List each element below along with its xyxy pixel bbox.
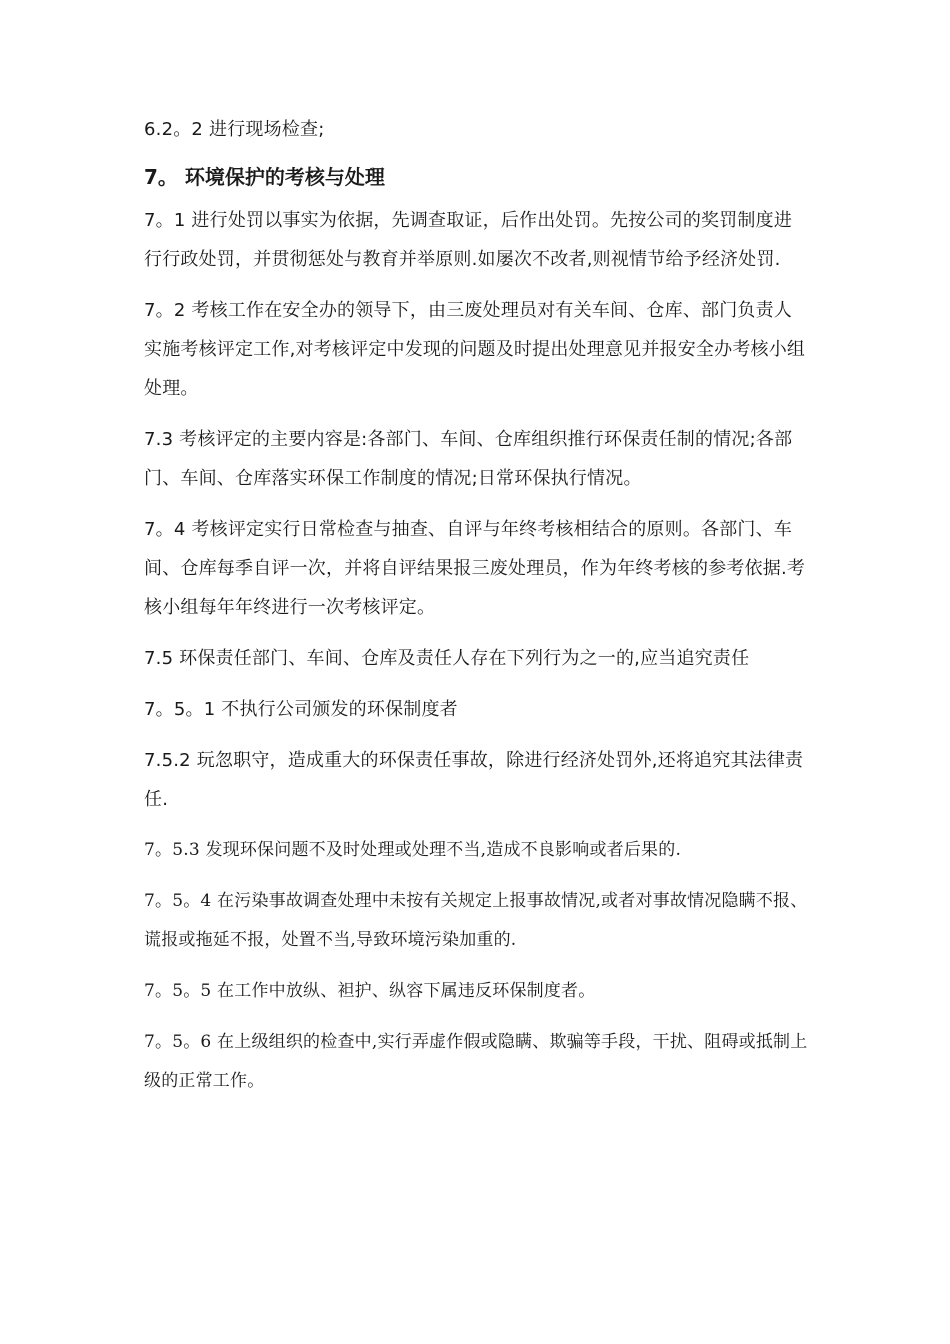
paragraph-7-5-5: 7。5。5 在工作中放纵、袒护、纵容下属违反环保制度者。 <box>144 981 596 1001</box>
paragraph-7-5-1: 7。5。1 不执行公司颁发的环保制度者 <box>144 699 458 720</box>
paragraph-7-2: 7。2 考核工作在安全办的领导下，由三废处理员对有关车间、仓库、部门负责人实施考核评定工作,对考核评定中发现的问题及时提出处理意见并报安全办考核小组处理。 <box>144 300 806 399</box>
paragraph-7-5-3: 7。5.3 发现环保问题不及时处理或处理不当,造成不良影响或者后果的. <box>144 840 682 860</box>
paragraph-7-4: 7。4 考核评定实行日常检查与抽查、自评与年终考核相结合的原则。各部门、车间、仓库每季自评一次，并将自评结果报三废处理员，作为年终考核的参考依据.考核小组每年年终进行一次考核评定。 <box>144 519 806 618</box>
paragraph-7-1: 7。1 进行处罚以事实为依据，先调查取证，后作出处罚。先按公司的奖罚制度进行行政处罚，并贯彻惩处与教育并举原则.如屡次不改者,则视情节给予经济处罚. <box>144 210 793 270</box>
document-body <box>144 110 809 1113</box>
section-heading-7: 7。 环境保护的考核与处理 <box>144 165 385 189</box>
paragraph-7-3: 7.3 考核评定的主要内容是:各部门、车间、仓库组织推行环保责任制的情况;各部门、车间、仓库落实环保工作制度的情况;日常环保执行情况。 <box>144 429 793 489</box>
paragraph-7-5-4: 7。5。4 在污染事故调查处理中未按有关规定上报事故情况,或者对事故情况隐瞒不报、谎报或拖延不报，处置不当,导致环境污染加重的. <box>144 891 808 950</box>
paragraph-7-5-6: 7。5。6 在上级组织的检查中,实行弄虚作假或隐瞒、欺骗等手段，干扰、阻碍或抵制上级的正常工作。 <box>144 1032 808 1091</box>
paragraph-6-2-2: 6.2。2 进行现场检查; <box>144 119 325 140</box>
paragraph-7-5: 7.5 环保责任部门、车间、仓库及责任人存在下列行为之一的,应当追究责任 <box>144 648 750 669</box>
paragraph-7-5-2: 7.5.2 玩忽职守，造成重大的环保责任事故，除进行经济处罚外,还将追究其法律责任. <box>144 750 804 810</box>
